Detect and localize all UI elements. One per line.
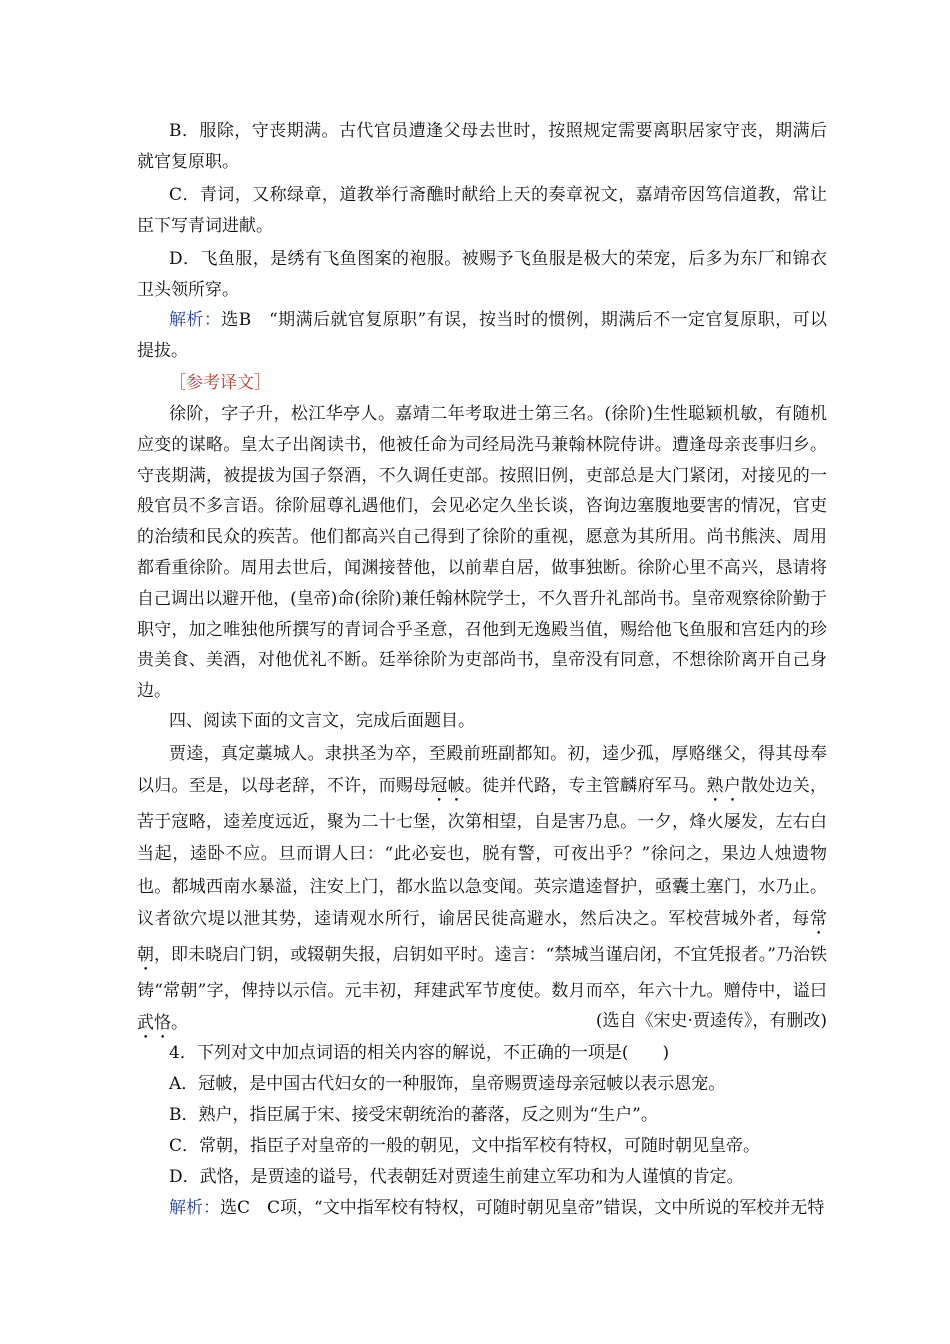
passage-text: 散处边关，苦于寇略，逵差度远近，聚为二十七堡，次第相望，自是害乃息。一夕，烽火屡发，左右白当起，逵卧不应。旦而谓人曰：“此必妄也，脱有警，可夜出乎？”徐问之，果边人烛遗物也。都城西南水暴溢，注安上门，都水监以急变闻。英宗遣逵督护，亟囊土塞门，水乃止。议者欲穴堤以泄其势，逵请观水所行，谕居民徙高避水，然后决之。军校营城外者，每 xyxy=(137,776,828,929)
option-c: C．青词，又称绿章，道教举行斋醮时献给上天的奏章祝文，嘉靖帝因笃信道教，常让臣下写青词进献。 xyxy=(137,185,827,236)
option-d: D．飞鱼服，是绣有飞鱼图案的袍服。被赐予飞鱼服是极大的荣宠，后多为东厂和锦衣卫头领所穿。 xyxy=(137,249,827,300)
question-4: 4．下列对文中加点词语的相关内容的解说，不正确的一项是( ) xyxy=(169,1043,670,1063)
question-4-option-b: B．熟户，指臣属于宋、接受宋朝统治的蕃落，反之则为“生户”。 xyxy=(169,1105,658,1125)
classical-passage xyxy=(137,738,827,1043)
analysis-text: 选C C项，“文中指军校有特权，可随时朝见皇帝”错误，文中所说的军校并无特 xyxy=(220,1198,825,1218)
reference-heading xyxy=(137,368,827,399)
reference-heading-label: ［参考译文］ xyxy=(169,373,271,393)
passage-text: 贾逵，真定藁城人。隶拱圣为卒，至殿前班副都知。初，逵少孤，厚赂继父，得其母奉以归。至是，以母老辞，不许，而赐母 xyxy=(137,744,827,797)
section-4-title: 四、阅读下面的文言文，完成后面题目。 xyxy=(169,711,475,731)
dotted-word-changchao: 常朝 xyxy=(137,908,827,965)
analysis-label: 解析： xyxy=(169,310,222,330)
passage-text: 。徙并代路，专主管麟府军马。 xyxy=(464,776,707,797)
dotted-word-shuhu: 熟户 xyxy=(706,776,741,797)
question-4-option-a: A．冠帔，是中国古代妇女的一种服饰，皇帝赐贾逵母亲冠帔以表示恩宠。 xyxy=(169,1074,726,1094)
question-4-option-c: C．常朝，指臣子对皇帝的一般的朝见，文中指军校有特权，可随时朝见皇帝。 xyxy=(169,1136,761,1156)
analysis-2 xyxy=(137,1193,827,1224)
passage-source: (选自《宋史·贾逵传》，有删改) xyxy=(595,1011,827,1031)
passage-text: ，即未晓启门钥，或辍朝失报，启钥如平时。逵言：“禁城当谨启闭，不宜凭报者。”乃治铁铸“常朝”字，俾持以示信。元丰初，拜建武军节度使。数月而卒，年六十九。赠侍中，谥曰 xyxy=(137,944,827,1001)
reference-translation: 徐阶，字子升，松江华亭人。嘉靖二年考取进士第三名。(徐阶)生性聪颖机敏，有随机应变的谋略。皇太子出阁读书，他被任命为司经局洗马兼翰林院侍讲。遭逢母亲丧事归乡。守丧期满，被提拔为国子祭酒，不久调任吏部。按照旧例，吏部总是大门紧闭，对接见的一般官员不多言语。徐阶屈尊礼遇他们，会见必定久坐长谈，咨询边塞腹地要害的情况，官吏的治绩和民众的疾苦。他们都高兴自己得到了徐阶的重视，愿意为其所用。尚书熊浃、周用都看重徐阶。周用去世后，闻渊接替他，以前辈自居，做事独断。徐阶心里不高兴，恳请将自己调出以避开他，(皇帝)命(徐阶)兼任翰林院学士，不久晋升礼部尚书。皇帝观察徐阶勤于职守，加之唯独他所撰写的青词合乎圣意，召他到无逸殿当值，赐给他飞鱼服和宫廷内的珍贵美食、美酒，对他优礼不断。廷举徐阶为吏部尚书，皇帝没有同意，不想徐阶离开自己身边。 xyxy=(137,404,827,702)
analysis-text: 选B “期满后就官复原职”有误，按当时的惯例，期满后不一定官复原职，可以提拔。 xyxy=(137,310,828,361)
dotted-word-guanpei: 冠帔 xyxy=(430,776,465,797)
analysis-label: 解析： xyxy=(169,1198,220,1218)
analysis-1 xyxy=(137,305,827,367)
question-4-option-d: D．武恪，是贾逵的谥号，代表朝廷对贾逵生前建立军功和为人谨慎的肯定。 xyxy=(169,1167,744,1187)
option-b: B．服除，守丧期满。古代官员遭逢父母去世时，按照规定需要离职居家守丧，期满后就官复原职。 xyxy=(137,121,827,172)
passage-text: 。 xyxy=(171,1013,188,1034)
dotted-word-wuke: 武恪 xyxy=(137,1013,171,1034)
